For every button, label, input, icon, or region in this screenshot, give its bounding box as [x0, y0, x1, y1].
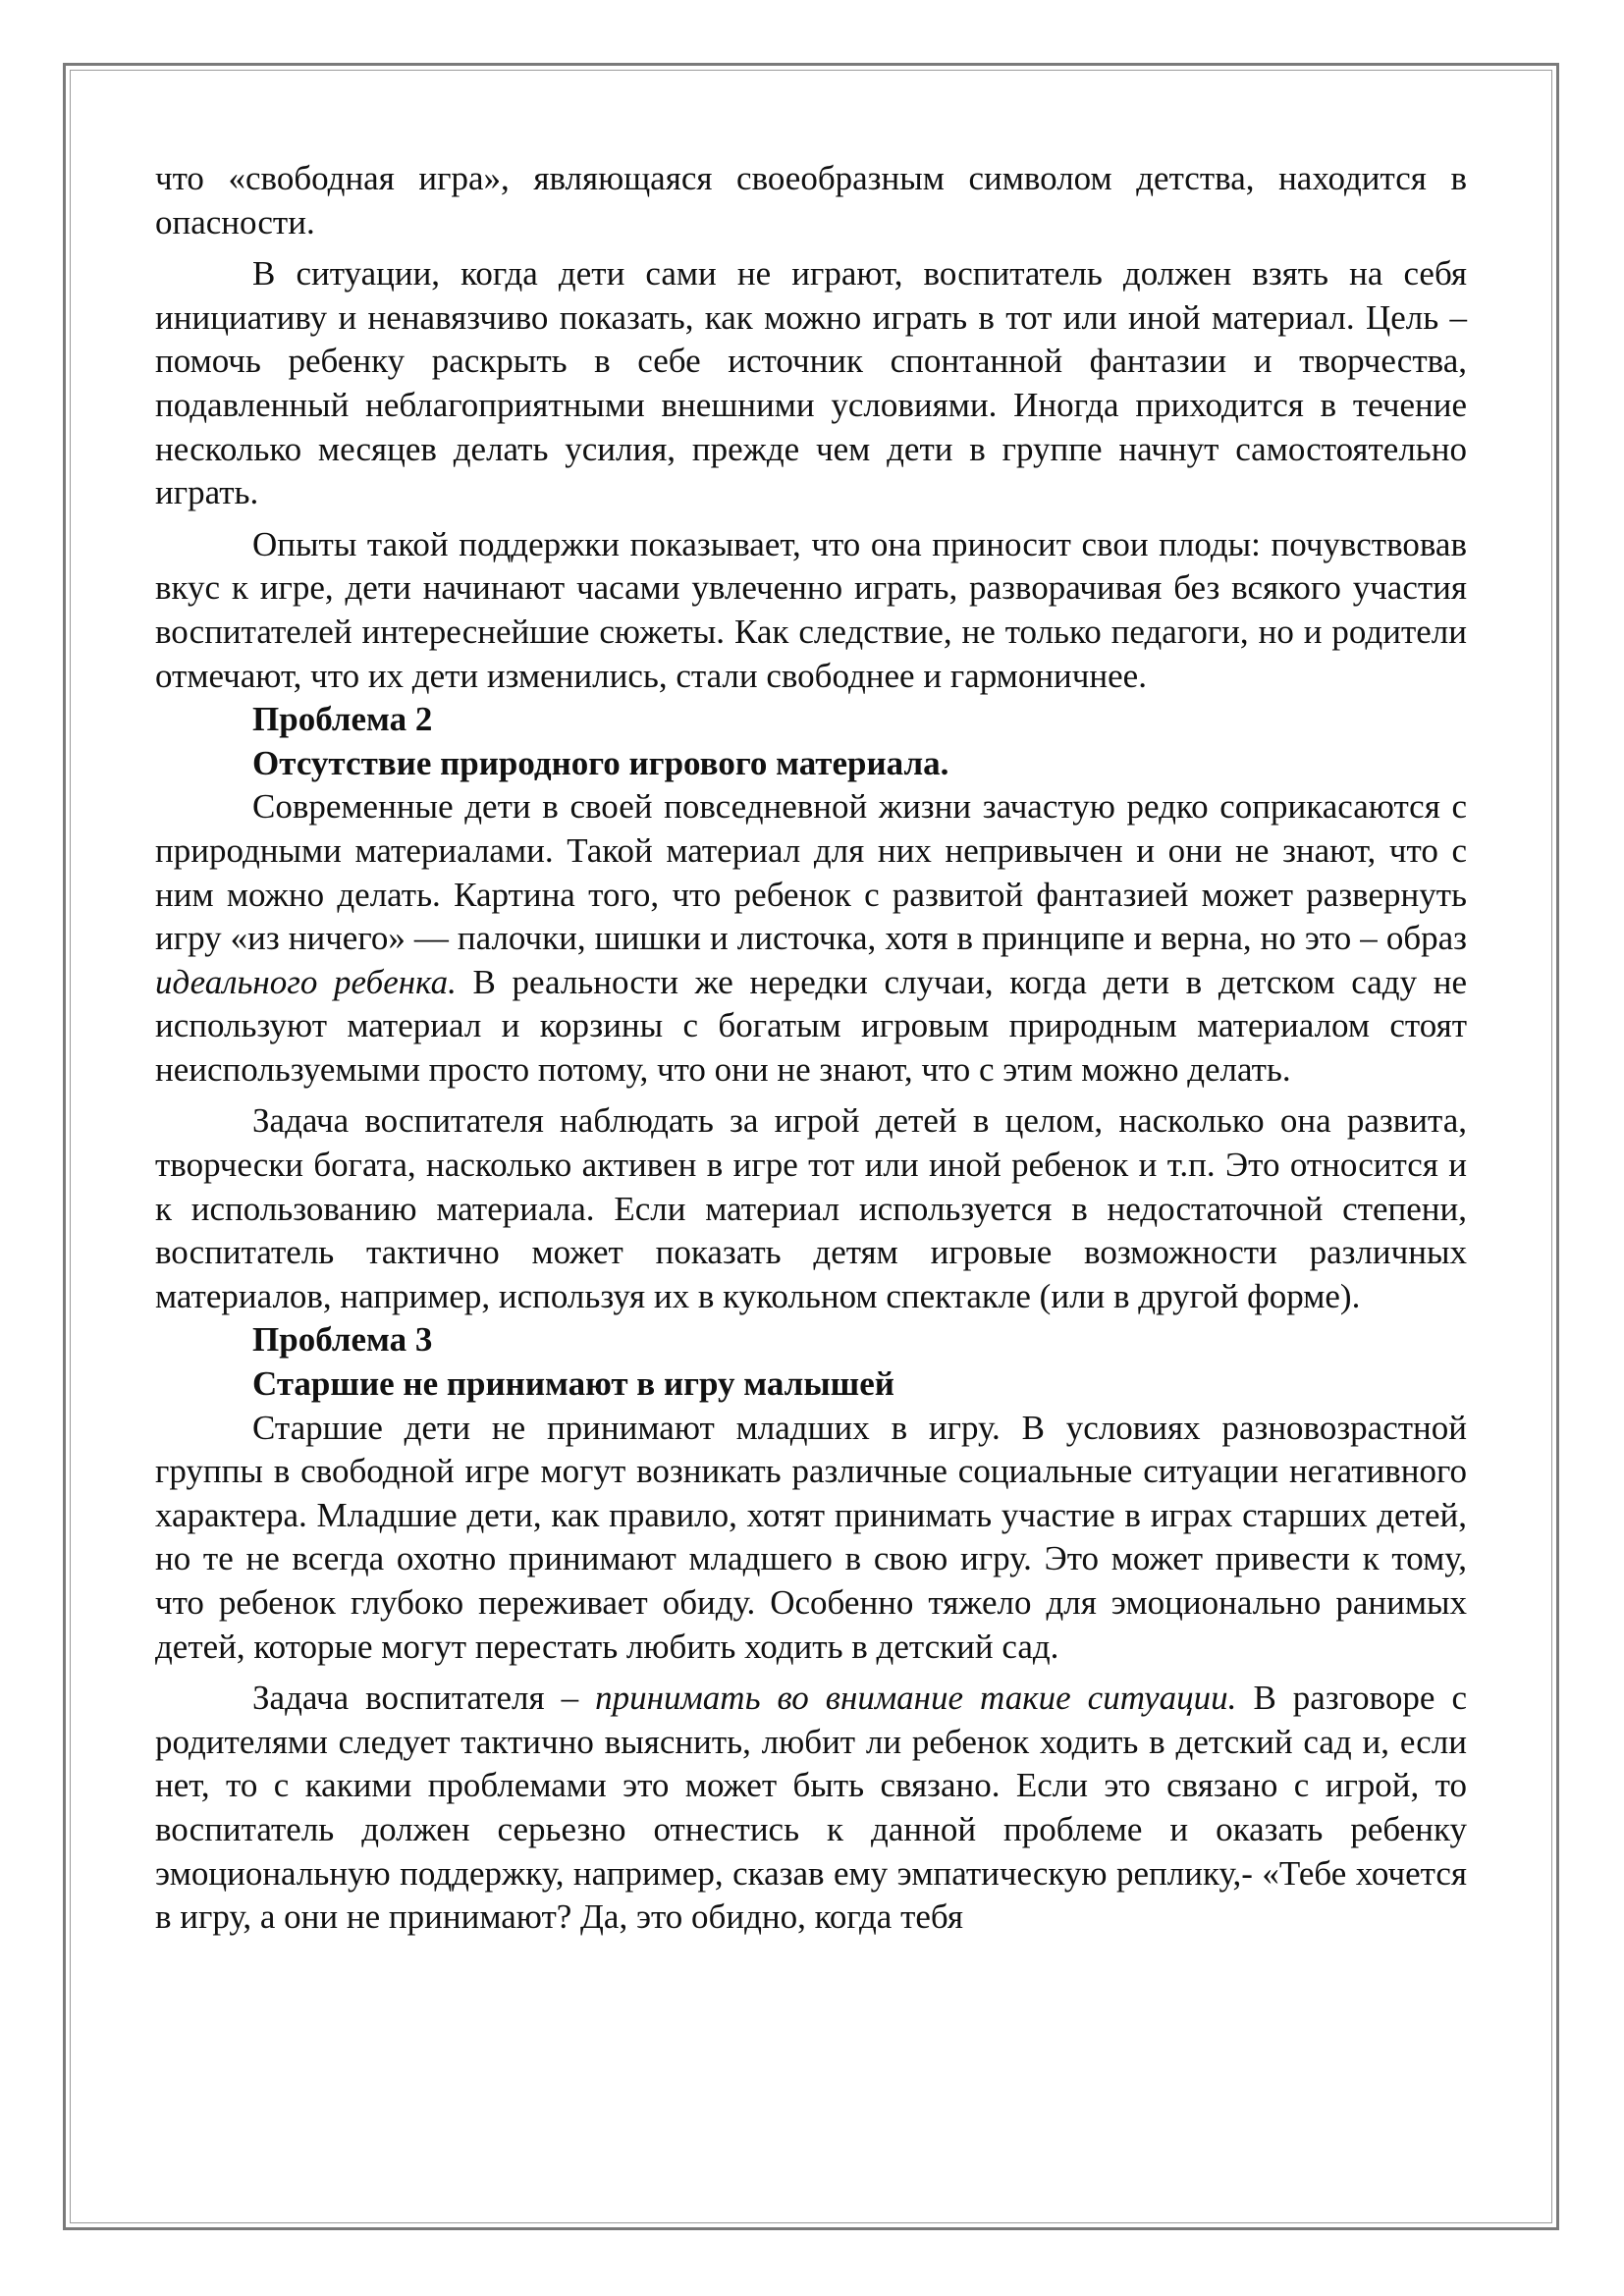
- problem-3-label: Проблема 3: [252, 1320, 433, 1360]
- paragraph-4-text-end: В реальности же нередки случаи, когда дети в детском саду не используют материал и корзины с богатым игровым природным материалом стоят неиспользуемыми просто потому, что они не знают, что с этим можно делать.: [155, 962, 1467, 1089]
- paragraph-2: В ситуации, когда дети сами не играют, воспитатель должен взять на себя инициативу и ненавязчиво показать, как можно играть в тот или иной материал. Цель – помочь ребенку раскрыть в себе источник спонтанной фантазии и творчества, подавленный неблагоприятными внешними условиями. Иногда приходится в течение несколько месяцев делать усилия, прежде чем дети в группе начнут самостоятельно играть.: [155, 254, 1467, 512]
- paragraph-1: что «свободная игра», являющаяся своеобразным символом детства, находится в опасности.: [155, 159, 1467, 241]
- paragraph-3: Опыты такой поддержки показывает, что она приносит свои плоды: почувствовав вкус к игре, дети начинают часами увлеченно играть, разворачивая без всякого участия воспитателей интереснейшие сюжеты. Как следствие, не только педагоги, но и родители отмечают, что их дети изменились, стали свободнее и гармоничнее.: [155, 524, 1467, 695]
- paragraph-4: [155, 785, 1467, 1092]
- problem-2-title: Отсутствие природного игрового материала.: [252, 743, 949, 782]
- problem-3-title: Старшие не принимают в игру малышей: [252, 1364, 894, 1404]
- paragraph-4-text-start: Современные дети в своей повседневной жизни зачастую редко соприкасаются с природными материалами. Такой материал для них непривычен и они не знают, что с ним можно делать. Картина того, что ребенок с развитой фантазией может развернуть игру «из ничего» — палочки, шишки и листочка, хотя в принципе и верна, но это – образ: [155, 787, 1467, 958]
- document-body: [155, 157, 1467, 1940]
- paragraph-5: Задача воспитателя наблюдать за игрой детей в целом, насколько она развита, творчески богата, насколько активен в игре тот или иной ребенок и т.п. Это относится и к использованию материала. Если материал используется в недостаточной степени, воспитатель тактично может показать детям игровые возможности различных материалов, например, используя их в кукольном спектакле (или в другой форме).: [155, 1101, 1467, 1315]
- paragraph-4-italic: идеального ребенка.: [155, 962, 457, 1001]
- paragraph-7: [155, 1677, 1467, 1940]
- problem-2-label: Проблема 2: [252, 700, 433, 739]
- paragraph-6: Старшие дети не принимают младших в игру. В условиях разновозрастной группы в свободной игре могут возникать различные социальные ситуации негативного характера. Младшие дети, как правило, хотят принимать участие в играх старших детей, но те не всегда охотно принимают младшего в свою игру. Это может привести к тому, что ребенок глубоко переживает обиду. Особенно тяжело для эмоционально ранимых детей, которые могут перестать любить ходить в детский сад.: [155, 1408, 1467, 1666]
- paragraph-7-text-end: В разговоре с родителями следует тактично выяснить, любит ли ребенок ходить в детский сад и, если нет, то с какими проблемами это может быть связано. Если это связано с игрой, то воспитатель должен серьезно отнестись к данной проблеме и оказать ребенку эмоциональную поддержку, например, сказав ему эмпатическую реплику,- «Тебе хочется в игру, а они не принимают? Да, это обидно, когда тебя: [155, 1679, 1468, 1937]
- paragraph-7-text-start: Задача воспитателя –: [252, 1679, 579, 1718]
- paragraph-7-italic: принимать во внимание такие ситуации.: [595, 1679, 1237, 1718]
